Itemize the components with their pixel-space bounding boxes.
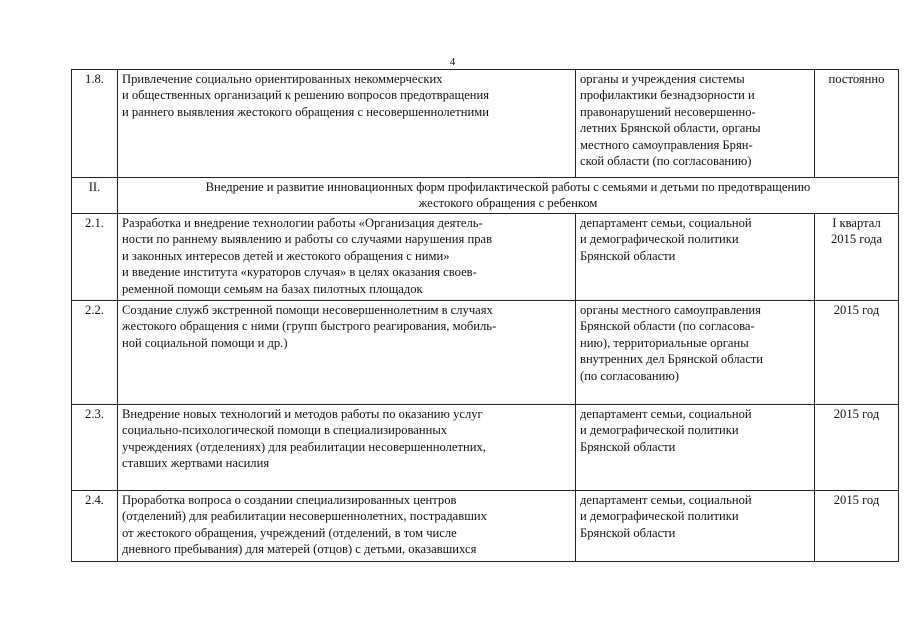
- term-line: постоянно: [828, 72, 885, 86]
- term-cell: [815, 301, 899, 405]
- action-line: и общественных организаций к решению вопросов предотвращения: [122, 88, 490, 103]
- table-row: [72, 70, 899, 178]
- executor-line: Брянской области: [580, 439, 676, 454]
- action-cell: [118, 214, 576, 301]
- action-cell: [118, 301, 576, 405]
- action-line: социально-психологической помощи в специализированных: [122, 423, 448, 438]
- table-row: [72, 491, 899, 562]
- action-line: ности по раннему выявлению и работы со случаями нарушения прав: [122, 232, 493, 247]
- action-line: от жестокого обращения, учреждений (отделений, в том числе: [122, 525, 457, 540]
- action-line: и законных интересов детей и жестокого обращения с ними»: [122, 248, 450, 263]
- executor-cell: [576, 70, 815, 178]
- term-cell: [815, 491, 899, 562]
- section-title: [118, 178, 899, 214]
- executor-line: правонарушений несовершенно-: [580, 104, 756, 119]
- executor-cell: [576, 491, 815, 562]
- executor-line: департамент семьи, социальной: [580, 493, 752, 507]
- executor-cell: [576, 214, 815, 301]
- section-title-line: жестокого обращения с ребенком: [418, 196, 598, 211]
- action-line: ременной помощи семьям на базах пилотных площадок: [122, 281, 423, 296]
- executor-line: ской области (по согласованию): [580, 154, 752, 169]
- action-line: и раннего выявления жестокого обращения с несовершеннолетними: [122, 104, 489, 119]
- table-row: [72, 214, 899, 301]
- term-line: 2015 год: [833, 303, 880, 317]
- executor-line: (по согласованию): [580, 368, 680, 383]
- action-line: учреждениях (отделениях) для реабилитации несовершеннолетних,: [122, 439, 486, 454]
- executor-line: органы и учреждения системы: [580, 72, 745, 86]
- row-number: 2.1.: [72, 214, 118, 301]
- table-row: [72, 405, 899, 491]
- executor-cell: [576, 405, 815, 491]
- term-line: 2015 года: [830, 232, 883, 247]
- action-cell: [118, 405, 576, 491]
- action-line: (отделений) для реабилитации несовершеннолетних, пострадавших: [122, 509, 487, 524]
- executor-line: Брянской области: [580, 248, 676, 263]
- action-line: Проработка вопроса о создании специализированных центров: [122, 493, 457, 507]
- action-line: Разработка и внедрение технологии работы «Организация деятель-: [122, 216, 483, 230]
- term-cell: [815, 214, 899, 301]
- table-row: [72, 301, 899, 405]
- executor-line: местного самоуправления Брян-: [580, 137, 753, 152]
- action-line: и введение института «кураторов случая» в целях оказания своев-: [122, 265, 477, 280]
- action-line: Создание служб экстренной помощи несовершеннолетним в случаях: [122, 303, 493, 317]
- executor-line: Брянской области: [580, 525, 676, 540]
- executor-line: летних Брянской области, органы: [580, 121, 761, 136]
- executor-line: профилактики безнадзорности и: [580, 88, 755, 103]
- term-line: I квартал: [832, 216, 881, 230]
- row-number: 2.4.: [72, 491, 118, 562]
- executor-line: Брянской области (по согласова-: [580, 319, 755, 334]
- section-title-line: Внедрение и развитие инновационных форм профилактической работы с семьями и детьми по предотвращению: [205, 180, 811, 194]
- row-number: 2.2.: [72, 301, 118, 405]
- term-cell: [815, 70, 899, 178]
- page-number: 4: [449, 56, 456, 68]
- action-line: ной социальной помощи и др.): [122, 335, 288, 350]
- action-line: ставших жертвами насилия: [122, 456, 270, 471]
- executor-line: и демографической политики: [580, 509, 739, 524]
- executor-line: департамент семьи, социальной: [580, 216, 752, 230]
- action-cell: [118, 70, 576, 178]
- section-row: [72, 178, 899, 214]
- term-line: 2015 год: [833, 407, 880, 421]
- executor-line: нию), территориальные органы: [580, 335, 749, 350]
- executor-cell: [576, 301, 815, 405]
- action-line: жестокого обращения с ними (групп быстрого реагирования, мобиль-: [122, 319, 497, 334]
- executor-line: и демографической политики: [580, 423, 739, 438]
- executor-line: департамент семьи, социальной: [580, 407, 752, 421]
- action-line: Привлечение социально ориентированных некоммерческих: [122, 72, 443, 86]
- row-number: 2.3.: [72, 405, 118, 491]
- term-line: 2015 год: [833, 493, 880, 507]
- executor-line: внутренних дел Брянской области: [580, 352, 764, 367]
- action-plan-table: [71, 69, 899, 562]
- term-cell: [815, 405, 899, 491]
- row-number: 1.8.: [72, 70, 118, 178]
- executor-line: органы местного самоуправления: [580, 303, 761, 317]
- action-line: Внедрение новых технологий и методов работы по оказанию услуг: [122, 407, 483, 421]
- action-line: дневного пребывания) для матерей (отцов) с детьми, оказавшихся: [122, 542, 477, 557]
- section-number: II.: [72, 178, 118, 214]
- action-cell: [118, 491, 576, 562]
- executor-line: и демографической политики: [580, 232, 739, 247]
